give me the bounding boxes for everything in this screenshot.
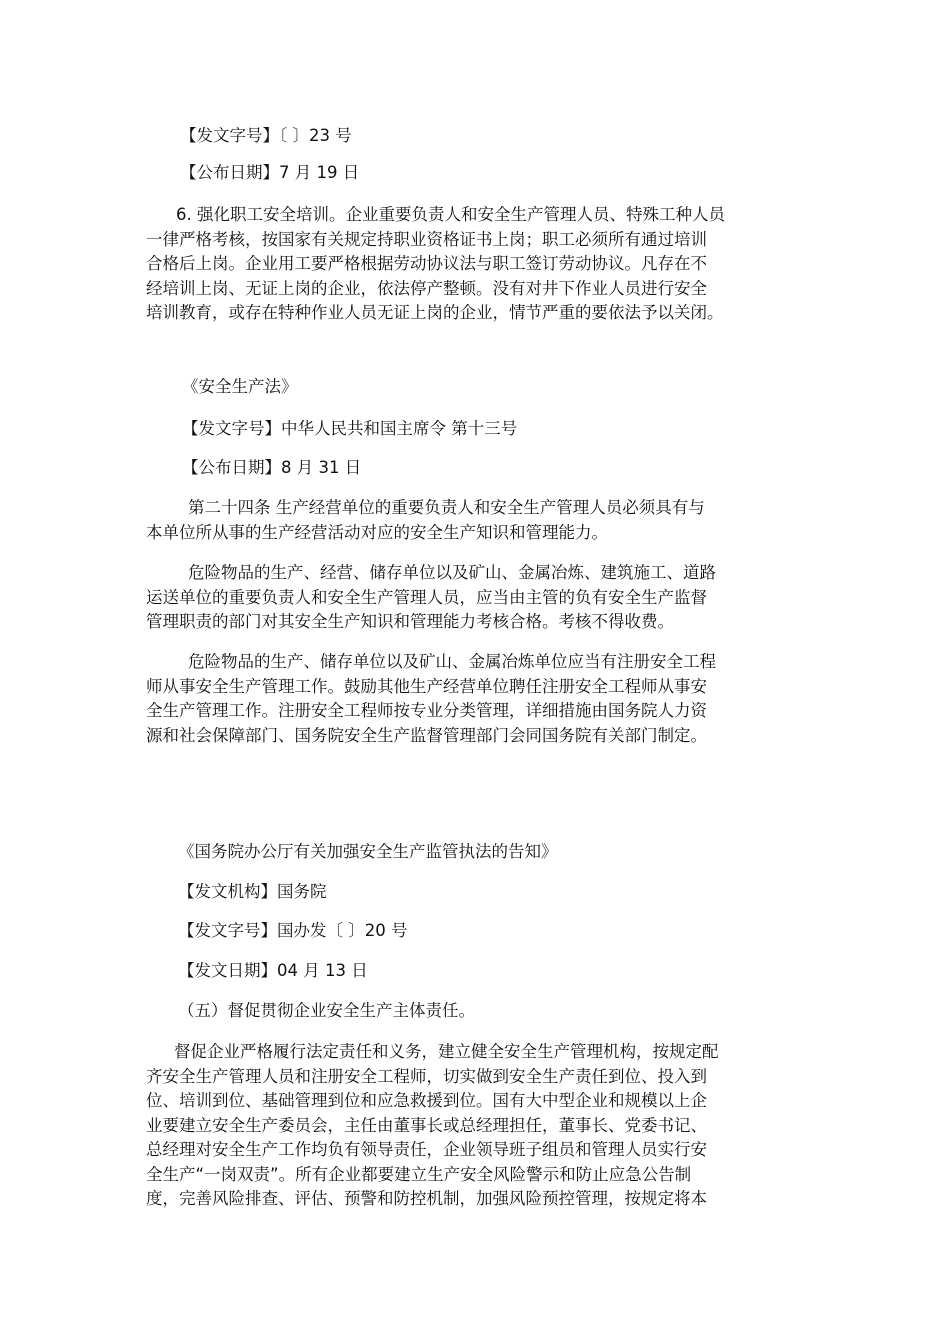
paragraph-line: 督促企业严格履行法定责任和义务，建立健全安全生产管理机构，按规定配 xyxy=(174,1042,719,1061)
doc-number-1: 【发文字号】〔 〕23 号 xyxy=(180,126,352,145)
paragraph-line: 管理职责的部门对其安全生产知识和管理能力考核合格。考核不得收费。 xyxy=(146,612,674,631)
item-6-paragraph xyxy=(146,203,806,326)
paragraph-line: 齐安全生产管理人员和注册安全工程师，切实做到安全生产责任到位、投入到 xyxy=(146,1066,707,1086)
article-24-line: 本单位所从事的生产经营活动对应的安全生产知识和管理能力。 xyxy=(146,522,608,542)
law-title: 《安全生产法》 xyxy=(182,377,298,396)
item-6-line: 一律严格考核，按国家有关规定持职业资格证书上岗；职工必须所有通过培训 xyxy=(146,229,707,249)
item-6-line: 培训教育，或存在特种作业人员无证上岗的企业，情节严重的要依法予以关闭。 xyxy=(146,303,724,322)
paragraph-line: 总经理对安全生产工作均负有领导责任，企业领导班子组员和管理人员实行安 xyxy=(146,1140,707,1159)
item-6-line: 经培训上岗、无证上岗的企业，依法停产整顿。没有对井下作业人员进行安全 xyxy=(146,278,707,298)
paragraph-line: 危险物品的生产、储存单位以及矿山、金属冶炼单位应当有注册安全工程 xyxy=(188,652,716,671)
section-5-paragraph xyxy=(146,1040,806,1212)
paragraph-line: 业要建立安全生产委员会，主任由董事长或总经理担任，董事长、党委书记、 xyxy=(146,1115,707,1135)
issue-date-3: 【发文日期】04 月 13 日 xyxy=(178,961,368,980)
article-24-paragraph-3 xyxy=(146,650,806,748)
heading-5: （五）督促贯彻企业安全生产主体责任。 xyxy=(178,1001,475,1020)
paragraph-line: 位、培训到位、基础管理到位和应急救援到位。国有大中型企业和规模以上企 xyxy=(146,1091,707,1110)
item-6-line: 合格后上岗。企业用工要严格根据劳动协议法与职工签订劳动协议。凡存在不 xyxy=(146,254,707,273)
article-24-line: 第二十四条 生产经营单位的重要负责人和安全生产管理人员必须具有与 xyxy=(188,498,705,517)
paragraph-line: 全生产管理工作。注册安全工程师按专业分类管理，详细措施由国务院人力资 xyxy=(146,701,707,720)
publish-date-1: 【公布日期】7 月 19 日 xyxy=(180,163,360,182)
paragraph-line: 师从事安全生产管理工作。鼓励其他生产经营单位聘任注册安全工程师从事安 xyxy=(146,676,707,696)
paragraph-line: 源和社会保障部门、国务院安全生产监督管理部门会同国务院有关部门制定。 xyxy=(146,725,707,745)
paragraph-line: 度，完善风险排查、评估、预警和防控机制，加强风险预控管理，按规定将本 xyxy=(146,1189,707,1208)
paragraph-line: 运送单位的重要负责人和安全生产管理人员，应当由主管的负有安全生产监督 xyxy=(146,587,707,607)
doc-number-2: 【发文字号】中华人民共和国主席令 第十三号 xyxy=(182,419,518,438)
publish-date-2: 【公布日期】8 月 31 日 xyxy=(182,458,362,477)
paragraph-line: 危险物品的生产、经营、储存单位以及矿山、金属冶炼、建筑施工、道路 xyxy=(188,563,716,582)
paragraph-line: 全生产“一岗双责”。所有企业都要建立生产安全风险警示和防止应急公告制 xyxy=(146,1164,692,1184)
notice-title: 《国务院办公厅有关加强安全生产监管执法的告知》 xyxy=(178,842,558,861)
article-24-paragraph-2 xyxy=(146,561,806,635)
issuer: 【发文机构】国务院 xyxy=(178,882,327,901)
article-24-paragraph xyxy=(146,496,806,545)
item-6-line: 6. 强化职工安全培训。企业重要负责人和安全生产管理人员、特殊工种人员 xyxy=(176,205,725,224)
doc-number-3: 【发文字号】国办发〔 〕20 号 xyxy=(178,921,408,940)
